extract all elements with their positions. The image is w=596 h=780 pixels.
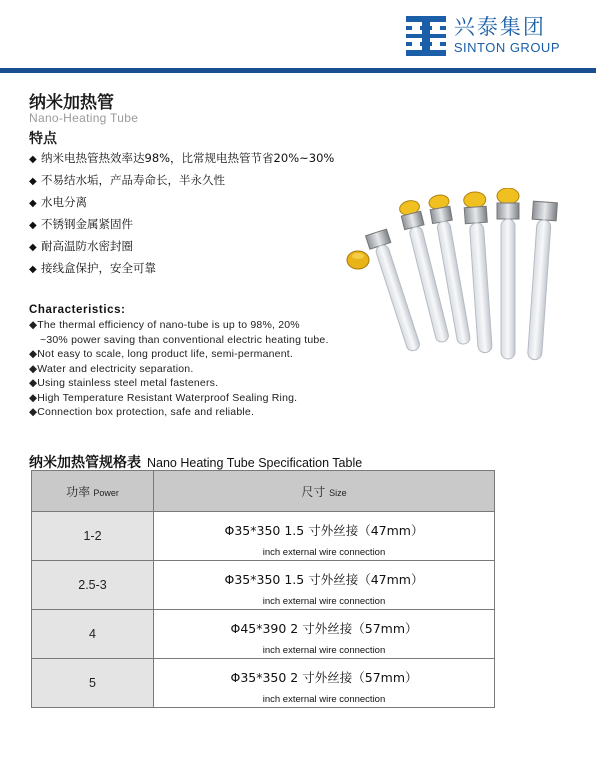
table-row: [32, 512, 495, 561]
brand-logo: [406, 16, 560, 56]
power-cell: 1-2: [32, 512, 154, 561]
sinton-logo-icon: [406, 16, 446, 56]
spec-table-title: [29, 452, 362, 472]
power-cell: 5: [32, 659, 154, 708]
characteristic-item: ◆Not easy to scale, long product life, semi-permanent.: [29, 348, 293, 360]
nano-heating-tubes-image: [340, 188, 580, 368]
characteristics-heading: Characteristics:: [29, 304, 126, 316]
header-divider-bar: [0, 68, 596, 73]
table-row: [32, 561, 495, 610]
size-cell: Φ35*350 1.5 寸外丝接（47mm） inch external wire connection: [154, 561, 495, 610]
features-list: [29, 149, 334, 281]
spec-table-title-en: Nano Heating Tube Specification Table: [147, 456, 363, 470]
product-title-cn: 纳米加热管: [29, 93, 114, 113]
power-cell: 2.5-3: [32, 561, 154, 610]
table-header-row: [32, 471, 495, 512]
characteristic-item: ~30% power saving than conventional electric heating tube.: [40, 333, 329, 346]
diamond-bullet-icon: ◆: [29, 176, 37, 187]
product-title-en: Nano-Heating Tube: [29, 111, 139, 125]
diamond-bullet-icon: ◆: [29, 264, 37, 275]
feature-item: ◆ 耐高温防水密封圈: [29, 237, 334, 259]
characteristic-item: ◆The thermal efficiency of nano-tube is up to 98%, 20%: [29, 319, 300, 331]
brand-name-cn: 兴泰集团: [453, 15, 546, 39]
characteristic-item: ◆Water and electricity separation.: [29, 362, 194, 375]
characteristic-item: ◆Connection box protection, safe and reliable.: [29, 406, 255, 418]
header-size: 尺寸 Size: [154, 471, 495, 512]
power-cell: 4: [32, 610, 154, 659]
diamond-bullet-icon: ◆: [29, 154, 37, 165]
characteristic-item: ◆Using stainless steel metal fasteners.: [29, 377, 219, 389]
feature-item: ◆ 纳米电热管热效率达98%，比常规电热管节省20%~30%: [29, 149, 334, 171]
brand-name-en: SINTON GROUP: [453, 40, 560, 55]
header-power: 功率 Power: [32, 471, 154, 512]
characteristics-list: [29, 318, 329, 420]
diamond-bullet-icon: ◆: [29, 198, 37, 209]
characteristic-item: ◆High Temperature Resistant Waterproof Sealing Ring.: [29, 391, 298, 404]
feature-item: ◆ 不易结水垢，产品寿命长，半永久性: [29, 171, 334, 193]
spec-table-title-cn: 纳米加热管规格表: [29, 455, 141, 471]
size-cell: Φ35*350 2 寸外丝接（57mm） inch external wire connection: [154, 659, 495, 708]
table-row: [32, 659, 495, 708]
spec-table: [31, 470, 495, 708]
features-heading: 特点: [29, 131, 57, 147]
feature-item: ◆ 水电分离: [29, 193, 334, 215]
diamond-bullet-icon: ◆: [29, 220, 37, 231]
diamond-bullet-icon: ◆: [29, 242, 37, 253]
feature-item: ◆ 接线盒保护，安全可靠: [29, 259, 334, 281]
size-cell: Φ35*350 1.5 寸外丝接（47mm） inch external wire connection: [154, 512, 495, 561]
feature-item: ◆ 不锈钢金属紧固件: [29, 215, 334, 237]
table-row: [32, 610, 495, 659]
size-cell: Φ45*390 2 寸外丝接（57mm） inch external wire connection: [154, 610, 495, 659]
